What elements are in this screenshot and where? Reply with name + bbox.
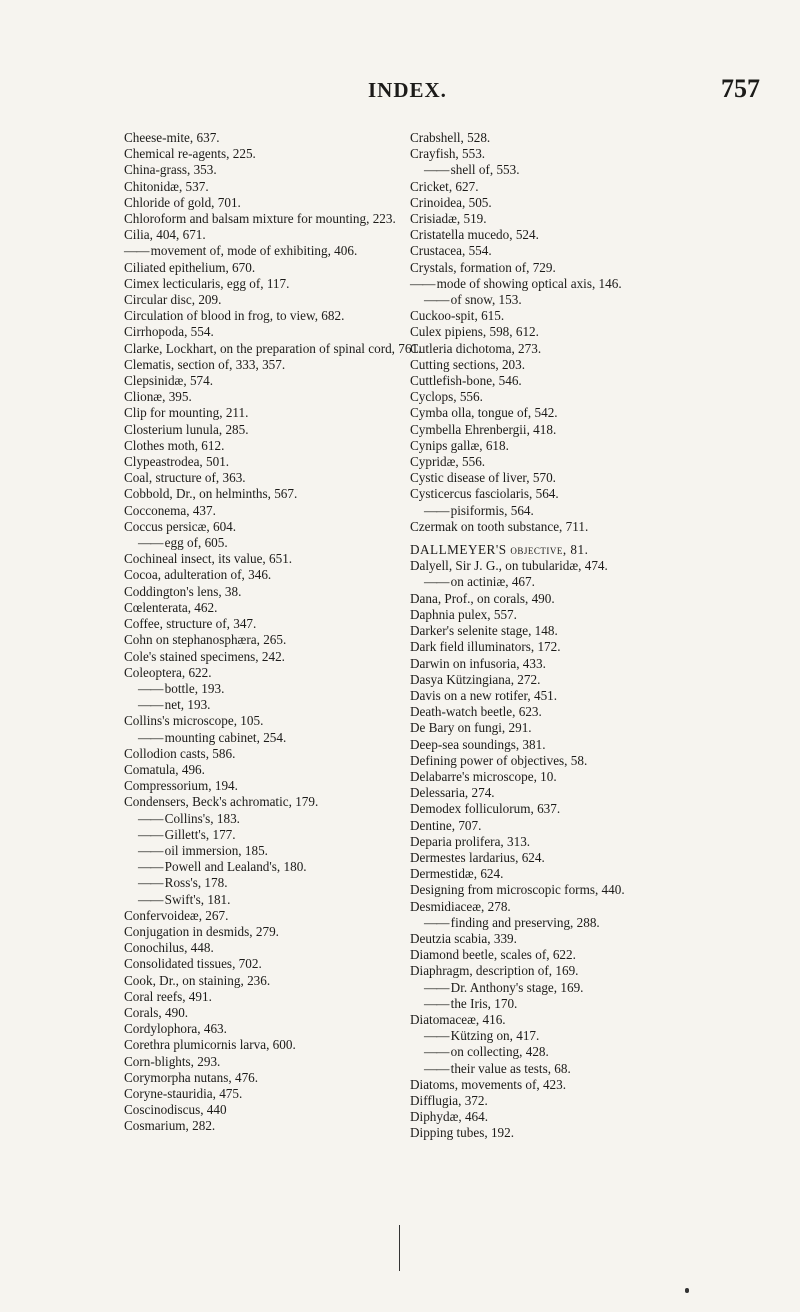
- index-subentry: —— finding and preserving, 288.: [410, 915, 745, 931]
- index-entry: China-grass, 353.: [124, 162, 217, 178]
- section-gap: [410, 535, 745, 542]
- index-entry: Deutzia scabia, 339.: [410, 930, 517, 946]
- index-subentry: —— mode of showing optical axis, 146.: [410, 276, 745, 292]
- index-entry: Death-watch beetle, 623.: [410, 704, 542, 720]
- index-entry: Comatula, 496.: [124, 761, 205, 777]
- index-entry: Cocoa, adulteration of, 346.: [124, 567, 272, 583]
- index-entry: Darker's selenite stage, 148.: [410, 623, 558, 639]
- index-entry: Cymba olla, tongue of, 542.: [410, 405, 558, 421]
- index-entry: Clarke, Lockhart, on the preparation of spinal cord, 761.: [124, 340, 422, 356]
- index-subentry: —— mounting cabinet, 254.: [124, 730, 459, 746]
- index-entry: Deep-sea soundings, 381.: [410, 736, 546, 752]
- index-entry: Clionæ, 395.: [124, 389, 192, 405]
- index-subentry: —— pisiformis, 564.: [410, 503, 745, 519]
- index-subentry: —— shell of, 553.: [410, 162, 745, 178]
- index-entry: Corethra plumicornis larva, 600.: [124, 1037, 296, 1053]
- index-entry: Cynips gallæ, 618.: [410, 437, 509, 453]
- index-subentry: —— bottle, 193.: [124, 681, 459, 697]
- index-entry: Cosmarium, 282.: [124, 1118, 216, 1134]
- index-entry: Cheese-mite, 637.: [124, 130, 220, 145]
- index-entry: Diatoms, movements of, 423.: [410, 1076, 567, 1092]
- index-entry: Crystals, formation of, 729.: [410, 259, 556, 275]
- index-entry: Davis on a new rotifer, 451.: [410, 687, 558, 703]
- index-entry: Diphydæ, 464.: [410, 1109, 489, 1125]
- index-subentry: —— oil immersion, 185.: [124, 843, 459, 859]
- index-entry: Cœlenterata, 462.: [124, 599, 218, 615]
- index-entry: Cuttlefish-bone, 546.: [410, 373, 522, 389]
- index-entry: Dasya Kützingiana, 272.: [410, 671, 541, 687]
- index-entry: Cocconema, 437.: [124, 502, 216, 518]
- index-subentry: —— Ross's, 178.: [124, 875, 459, 891]
- index-entry: Chloroform and balsam mixture for mounting, 223.: [124, 211, 396, 227]
- index-entry: Cook, Dr., on staining, 236.: [124, 972, 271, 988]
- index-entry: Coral reefs, 491.: [124, 988, 212, 1004]
- index-entry: Cochineal insect, its value, 651.: [124, 551, 293, 567]
- index-subentry: —— Collins's, 183.: [124, 811, 459, 827]
- index-entry: Cypridæ, 556.: [410, 454, 486, 470]
- index-entry: Dipping tubes, 192.: [410, 1125, 515, 1141]
- index-entry: Dana, Prof., on corals, 490.: [410, 590, 555, 606]
- index-entry: Corals, 490.: [124, 1004, 189, 1020]
- index-entry: Darwin on infusoria, 433.: [410, 655, 546, 671]
- ink-speck: [685, 1288, 689, 1293]
- index-entry: Deparia prolifera, 313.: [410, 833, 531, 849]
- index-entry: Crayfish, 553.: [410, 146, 486, 162]
- index-entry: Cymbella Ehrenbergii, 418.: [410, 421, 557, 437]
- index-entry: Diatomaceæ, 416.: [410, 1011, 506, 1027]
- index-entry: Conjugation in desmids, 279.: [124, 923, 279, 939]
- index-entry: Corymorpha nutans, 476.: [124, 1069, 259, 1085]
- index-entry: Coryne-stauridia, 475.: [124, 1085, 243, 1101]
- index-entry: Cutleria dichotoma, 273.: [410, 340, 542, 356]
- index-entry: Circulation of blood in frog, to view, 682.: [124, 308, 345, 324]
- index-entry: Desmidiaceæ, 278.: [410, 898, 511, 914]
- index-entry: Cimex lecticularis, egg of, 117.: [124, 275, 290, 291]
- index-entry: Dark field illuminators, 172.: [410, 639, 561, 655]
- index-entry: Crisiadæ, 519.: [410, 211, 487, 227]
- index-entry: Daphnia pulex, 557.: [410, 606, 517, 622]
- index-subentry: —— Powell and Lealand's, 180.: [124, 859, 459, 875]
- index-entry: Delabarre's microscope, 10.: [410, 768, 557, 784]
- index-entry: Cristatella mucedo, 524.: [410, 227, 539, 243]
- index-entry: Clothes moth, 612.: [124, 437, 225, 453]
- index-entry: De Bary on fungi, 291.: [410, 720, 532, 736]
- index-subentry: —— their value as tests, 68.: [410, 1061, 745, 1077]
- index-entry: Chitonidæ, 537.: [124, 178, 209, 194]
- index-entry: Condensers, Beck's achromatic, 179.: [124, 794, 319, 810]
- index-subentry: —— of snow, 153.: [410, 292, 745, 308]
- index-entry: Cobbold, Dr., on helminths, 567.: [124, 486, 298, 502]
- index-entry: Consolidated tissues, 702.: [124, 956, 262, 972]
- index-entry: Dalyell, Sir J. G., on tubularidæ, 474.: [410, 558, 608, 574]
- index-subentry: —— movement of, mode of exhibiting, 406.: [124, 243, 459, 259]
- index-subentry: —— egg of, 605.: [124, 535, 459, 551]
- index-entry: Clematis, section of, 333, 357.: [124, 356, 286, 372]
- index-entry: Defining power of objectives, 58.: [410, 752, 588, 768]
- index-subentry: —— Kützing on, 417.: [410, 1028, 745, 1044]
- index-entry: Crustacea, 554.: [410, 243, 492, 259]
- index-entry: Crabshell, 528.: [410, 130, 491, 145]
- index-entry: Coscinodiscus, 440: [124, 1102, 227, 1118]
- index-subentry: —— Dr. Anthony's stage, 169.: [410, 980, 745, 996]
- index-entry: Cutting sections, 203.: [410, 356, 526, 372]
- index-entry: Cuckoo-spit, 615.: [410, 308, 505, 324]
- index-entry: Cystic disease of liver, 570.: [410, 470, 556, 486]
- index-entry: Collodion casts, 586.: [124, 745, 236, 761]
- index-column-left: [124, 130, 459, 1135]
- index-entry: Dentine, 707.: [410, 817, 482, 833]
- index-entry: Corn-blights, 293.: [124, 1053, 221, 1069]
- index-entry: Coddington's lens, 38.: [124, 583, 242, 599]
- index-entry: Diamond beetle, scales of, 622.: [410, 947, 576, 963]
- index-entry: Coffee, structure of, 347.: [124, 616, 257, 632]
- index-entry: Coal, structure of, 363.: [124, 470, 246, 486]
- index-entry: Conochilus, 448.: [124, 940, 214, 956]
- index-entry: Chloride of gold, 701.: [124, 194, 241, 210]
- index-entry: Cilia, 404, 671.: [124, 227, 206, 243]
- index-entry: Confervoideæ, 267.: [124, 907, 229, 923]
- index-entry: Cyclops, 556.: [410, 389, 483, 405]
- index-subentry: —— on actiniæ, 467.: [410, 574, 745, 590]
- index-entry: Crinoidea, 505.: [410, 194, 492, 210]
- index-entry: Clypeastrodea, 501.: [124, 454, 230, 470]
- index-entry: Cirrhopoda, 554.: [124, 324, 214, 340]
- index-entry: Culex pipiens, 598, 612.: [410, 324, 539, 340]
- index-entry: Closterium lunula, 285.: [124, 421, 249, 437]
- index-entry: Cohn on stephanosphæra, 265.: [124, 632, 287, 648]
- index-entry: Diaphragm, description of, 169.: [410, 963, 579, 979]
- index-entry: Clip for mounting, 211.: [124, 405, 249, 421]
- index-entry: Ciliated epithelium, 670.: [124, 259, 256, 275]
- index-entry: Dermestidæ, 624.: [410, 866, 504, 882]
- page-title: INDEX.: [368, 78, 447, 102]
- index-entry: Chemical re-agents, 225.: [124, 146, 256, 162]
- index-entry: Clepsinidæ, 574.: [124, 373, 214, 389]
- index-entry: Coleoptera, 622.: [124, 664, 212, 680]
- index-entry: Coccus persicæ, 604.: [124, 518, 237, 534]
- index-entry: Cricket, 627.: [410, 178, 479, 194]
- index-subentry: —— net, 193.: [124, 697, 459, 713]
- page-number: 757: [721, 74, 760, 103]
- index-entry: Delessaria, 274.: [410, 785, 495, 801]
- index-entry: Cordylophora, 463.: [124, 1021, 227, 1037]
- index-subentry: —— on collecting, 428.: [410, 1044, 745, 1060]
- index-subentry: —— the Iris, 170.: [410, 996, 745, 1012]
- bracket-line: [399, 1225, 400, 1271]
- index-subentry: —— Swift's, 181.: [124, 892, 459, 908]
- index-entry: Demodex folliculorum, 637.: [410, 801, 561, 817]
- index-entry: Difflugia, 372.: [410, 1092, 488, 1108]
- index-column-right: [410, 130, 745, 1142]
- index-entry: Cysticercus fasciolaris, 564.: [410, 486, 559, 502]
- index-subentry: —— Gillett's, 177.: [124, 827, 459, 843]
- index-entry: Collins's microscope, 105.: [124, 713, 264, 729]
- index-entry: Designing from microscopic forms, 440.: [410, 882, 625, 898]
- index-entry: Czermak on tooth substance, 711.: [410, 518, 589, 534]
- index-entry: Cole's stained specimens, 242.: [124, 648, 285, 664]
- index-entry: DALLMEYER'S objective, 81.: [410, 542, 589, 558]
- index-entry: Circular disc, 209.: [124, 292, 222, 308]
- index-entry: Compressorium, 194.: [124, 778, 238, 794]
- index-entry: Dermestes lardarius, 624.: [410, 849, 545, 865]
- page-header: [0, 74, 800, 118]
